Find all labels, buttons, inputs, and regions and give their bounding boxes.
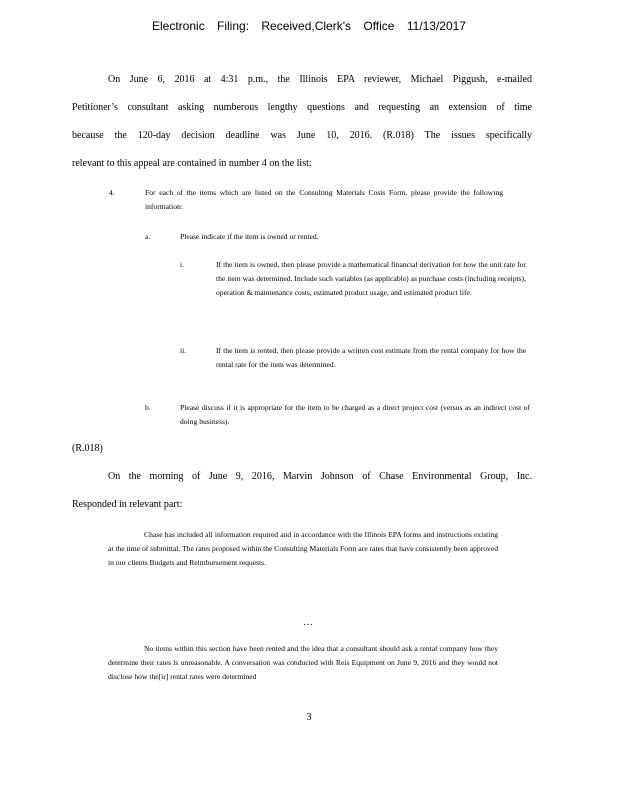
intro-line-1: On June 6, 2016 at 4:31 p.m., the Illinois EPA reviewer, Michael Piggush, e-mailed xyxy=(108,74,532,85)
sub-item-a-text: Please indicate if the item is owned or rented. xyxy=(180,232,319,241)
ellipsis: … xyxy=(303,617,315,628)
sub-item-ii-label: ii. xyxy=(180,346,187,355)
sub-item-i-label: i. xyxy=(180,260,185,269)
response-line-1: On the morning of June 9, 2016, Marvin Johnson of Chase Environmental Group, Inc. xyxy=(108,471,532,482)
block-quote-1: Chase has included all information required and in accordance with the Illinois EPA forms and instructions existing at the time of submittal. The rates proposed within the Consulting Materials Form are rates that have consistently been approved in our clients Budgets and Reimbursement requests. xyxy=(108,530,498,567)
sub-item-b-text: Please discuss if it is appropriate for the item to be charged as a direct project cost (versus as an indirect cost of doing business). xyxy=(180,403,530,426)
intro-line-4: relevant to this appeal are contained in number 4 on the list: xyxy=(72,158,312,169)
page-number: 3 xyxy=(306,712,312,723)
sub-item-i-text: If the item is owned, then please provide a mathematical financial derivation for how the unit rate for the item was determined. Include such variables (as applicable) as purchase costs (including receipts), operation & maintenance costs, estimated product usage, and estimated product life. xyxy=(216,260,526,297)
sub-item-a-label: a. xyxy=(145,232,151,241)
block-quote-2: No items within this section have been rented and the idea that a consultant should ask a rental company how they determine their rates is unreasonable. A conversation was conducted with Reis Equipment on June 9, 2016 and they would not disclose how the[ir] rental rates were determined xyxy=(108,644,498,681)
sub-item-b-label: b. xyxy=(145,403,151,412)
list-item-4-text: For each of the items which are listed on the Consulting Materials Costs Form, please provide the following information: xyxy=(145,188,503,211)
sub-item-ii-text: If the item is rented, then please provide a written cost estimate from the rental company for how the rental rate for the item was determined. xyxy=(216,346,526,369)
record-citation: (R.018) xyxy=(72,443,103,454)
filing-header: Electronic Filing: Received,Clerk's Office 11/13/2017 xyxy=(152,19,466,33)
intro-line-3: because the 120-day decision deadline was June 10, 2016. (R.018) The issues specifically xyxy=(72,130,532,141)
list-item-4-number: 4. xyxy=(109,188,115,197)
response-line-2: Responded in relevant part: xyxy=(72,499,183,510)
intro-line-2: Petitioner’s consultant asking numberous lengthy questions and requesting an extension of time xyxy=(72,102,532,113)
intro-paragraph xyxy=(72,66,532,178)
